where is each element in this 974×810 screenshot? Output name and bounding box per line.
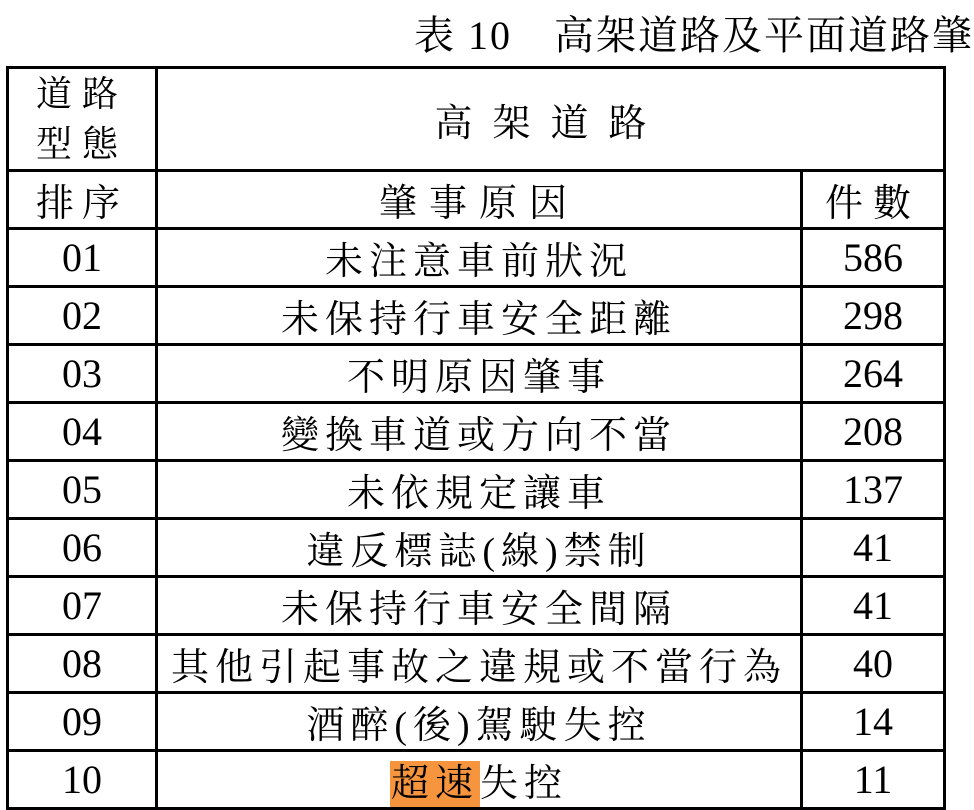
- count-cell: 11: [802, 751, 945, 809]
- count-cell: 14: [802, 693, 945, 751]
- table-row: [8, 519, 945, 577]
- cause-text: 違反標誌(線)禁制: [306, 531, 652, 573]
- rank-cell: 03: [8, 345, 157, 403]
- cause-text: 未保持行車安全距離: [280, 299, 677, 341]
- rank-cell: 07: [8, 577, 157, 635]
- cause-text: 未依規定讓車: [346, 473, 611, 515]
- table-caption: 表 10 高架道路及平面道路肇: [414, 13, 974, 58]
- rank-cell: 05: [8, 461, 157, 519]
- cause-text: 不明原因肇事: [346, 357, 611, 399]
- rank-cell: 09: [8, 693, 157, 751]
- road-type-label-line2: 型態: [35, 124, 128, 164]
- count-cell: 137: [802, 461, 945, 519]
- rank-cell: 10: [8, 751, 157, 809]
- cause-text: 失控: [480, 763, 569, 805]
- rank-cell: 06: [8, 519, 157, 577]
- count-cell: 41: [802, 577, 945, 635]
- rank-column-header: 排序: [8, 171, 157, 229]
- table-row: [8, 287, 945, 345]
- count-cell: 40: [802, 635, 945, 693]
- column-header-row: [8, 171, 945, 229]
- cause-cell: [157, 635, 802, 693]
- rank-cell: 02: [8, 287, 157, 345]
- cause-cell: [157, 287, 802, 345]
- table-row: [8, 345, 945, 403]
- cause-text: 未注意車前狀況: [324, 241, 633, 283]
- highlighted-cause-text: 超速: [390, 763, 479, 805]
- rank-cell: 01: [8, 229, 157, 287]
- rank-cell: 04: [8, 403, 157, 461]
- road-type-label-line1: 道路: [35, 74, 128, 114]
- cause-text: 酒醉(後)駕駛失控: [306, 705, 652, 747]
- cause-column-header: 肇事原因: [157, 171, 802, 229]
- table-row: [8, 403, 945, 461]
- cause-cell: [157, 519, 802, 577]
- table-row: [8, 635, 945, 693]
- cause-cell: [157, 461, 802, 519]
- table-row: [8, 693, 945, 751]
- cause-text: 變換車道或方向不當: [280, 415, 677, 457]
- count-cell: 41: [802, 519, 945, 577]
- cause-cell: [157, 577, 802, 635]
- rank-cell: 08: [8, 635, 157, 693]
- cause-cell: [157, 751, 802, 809]
- count-column-header: 件數: [802, 171, 945, 229]
- section-header-cell: 高架道路: [157, 68, 945, 171]
- cause-cell: [157, 693, 802, 751]
- cause-cell: [157, 403, 802, 461]
- count-cell: 298: [802, 287, 945, 345]
- table-body: [8, 68, 945, 809]
- cause-cell: [157, 345, 802, 403]
- cause-cell: [157, 229, 802, 287]
- table-row: [8, 229, 945, 287]
- cause-text: 未保持行車安全間隔: [280, 589, 677, 631]
- table-row: [8, 577, 945, 635]
- table-row: [8, 751, 945, 809]
- count-cell: 264: [802, 345, 945, 403]
- cause-text: 其他引起事故之違規或不當行為: [170, 647, 787, 689]
- accident-cause-table: [6, 66, 946, 810]
- table-row: [8, 461, 945, 519]
- road-type-header-cell: [8, 68, 157, 171]
- road-type-header-row: [8, 68, 945, 171]
- count-cell: 586: [802, 229, 945, 287]
- count-cell: 208: [802, 403, 945, 461]
